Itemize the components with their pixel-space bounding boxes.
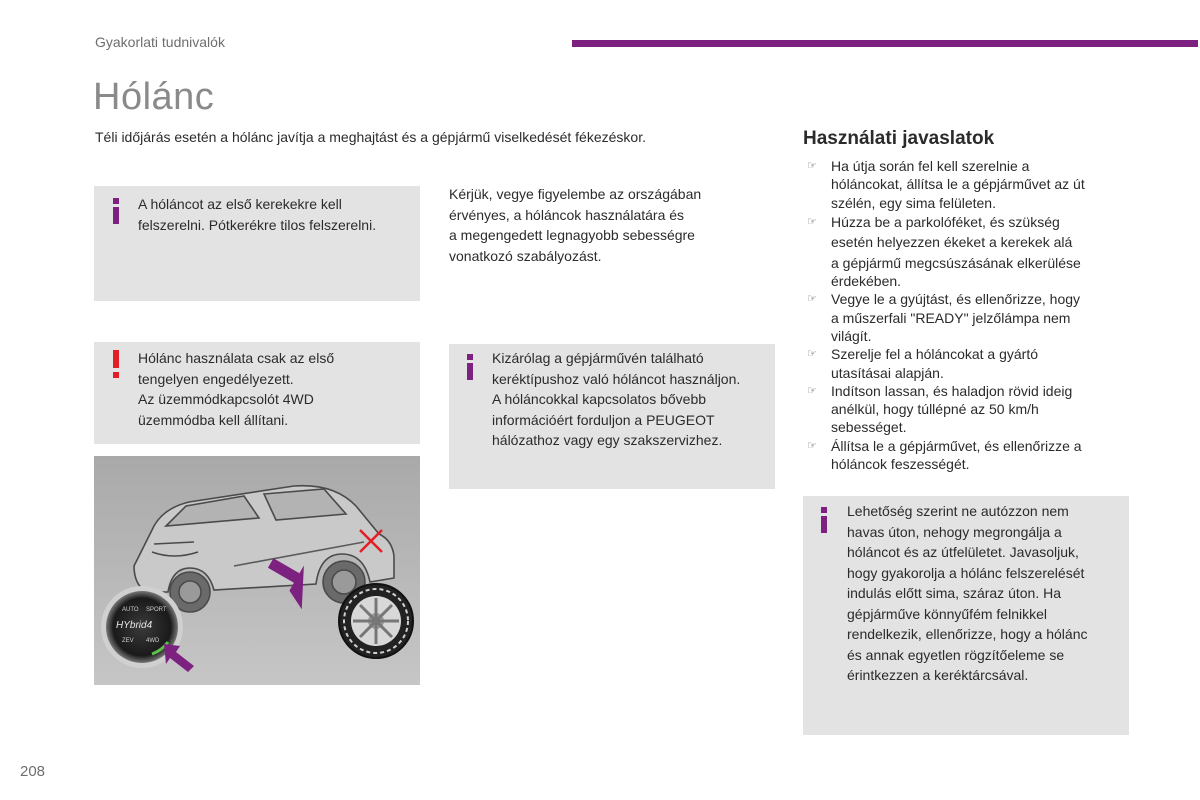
snow-chain-illustration	[94, 456, 420, 685]
list-item: ☞ Indítson lassan, és haladjon rövid ideig anélkül, hogy túllépné az 50 km/h sebességet.	[807, 382, 1073, 436]
pointing-hand-icon: ☞	[807, 159, 817, 172]
chained-wheel-icon	[339, 584, 413, 658]
usage-tips-list	[803, 157, 1133, 473]
regulations-note: Kérjük, vegye figyelembe az országában érvényes, a hóláncok használatára és a megengedett legnagyobb sebességre vonatkozó szabályozást.	[449, 186, 702, 264]
info-box-front-wheels	[94, 186, 420, 301]
pointing-hand-icon: ☞	[807, 438, 817, 452]
list-item: ☞ Ha útja során fel kell szerelnie a hóláncokat, állítsa le a gépjárművet az út szélén, egy sima felületen.	[807, 158, 1085, 211]
svg-text:SPORT: SPORT	[146, 607, 167, 613]
svg-text:4WD: 4WD	[146, 638, 160, 644]
warning-box	[94, 342, 420, 444]
section-label: Gyakorlati tudnivalók	[95, 34, 225, 50]
svg-text:HYbrid4: HYbrid4	[116, 620, 153, 631]
info-text: A hóláncot az első kerekekre kell felszerelni. Pótkerékre tilos felszerelni.	[138, 196, 377, 233]
info-icon	[111, 198, 121, 224]
warning-text: Hólánc használata csak az első tengelyen engedélyezett. Az üzemmódkapcsolót 4WD üzemmódba kell állítani.	[138, 350, 335, 428]
intro-text: Téli időjárás esetén a hólánc javítja a meghajtást és a gépjármű viselkedését fékezéskor.	[95, 129, 646, 145]
info-box-advice	[803, 496, 1129, 735]
header-accent-bar	[572, 40, 1198, 47]
svg-text:AUTO: AUTO	[122, 607, 139, 613]
pointing-hand-icon: ☞	[807, 347, 817, 361]
list-item: ☞ Húzza be a parkolóféket, és szükség esetén helyezzen ékeket a kerekek alá a gépjármű megcsúszásának elkerülése érdekében.	[807, 213, 1081, 290]
list-item: ☞ Állítsa le a gépjárművet, és ellenőrizze a hóláncok feszességét.	[807, 437, 1082, 473]
svg-text:ZEV: ZEV	[122, 638, 134, 644]
pointing-hand-icon: ☞	[807, 383, 817, 397]
info-text: Lehetőség szerint ne autózzon nem havas úton, nehogy megrongálja a hóláncot és az útfelületet. Javasoljuk, hogy gyakorolja a hólánc felszerelését indulás előtt sima, száraz úton. Ha gépjárműve könnyűfém felnikkel rendelkezik, ellenőrizze, hogy a hólánc és annak egyetlen rögzítőeleme se érintkezzen a keréktárcsával.	[847, 503, 1088, 683]
pointing-hand-icon: ☞	[807, 214, 817, 228]
pointing-hand-icon: ☞	[807, 292, 817, 306]
page-title: Hólánc	[93, 76, 215, 118]
page-number: 208	[20, 763, 46, 780]
list-item: ☞ Szerelje fel a hóláncokat a gyártó utasításai alapján.	[807, 346, 1039, 381]
info-icon	[819, 507, 829, 533]
list-item: ☞ Vegye le a gyújtást, és ellenőrizze, hogy a műszerfali "READY" jelzőlámpa nem világít.	[807, 291, 1081, 344]
warning-icon	[111, 350, 121, 378]
info-box-wheel-type	[449, 344, 775, 489]
info-text: Kizárólag a gépjárművén található keréktípushoz való hóláncot használjon. A hóláncokkal kapcsolatos bővebb információért forduljon a PEUGEOT hálózathoz vagy egy szakszervizhez.	[492, 350, 741, 448]
info-icon	[465, 354, 475, 380]
usage-tips-heading: Használati javaslatok	[803, 128, 995, 149]
